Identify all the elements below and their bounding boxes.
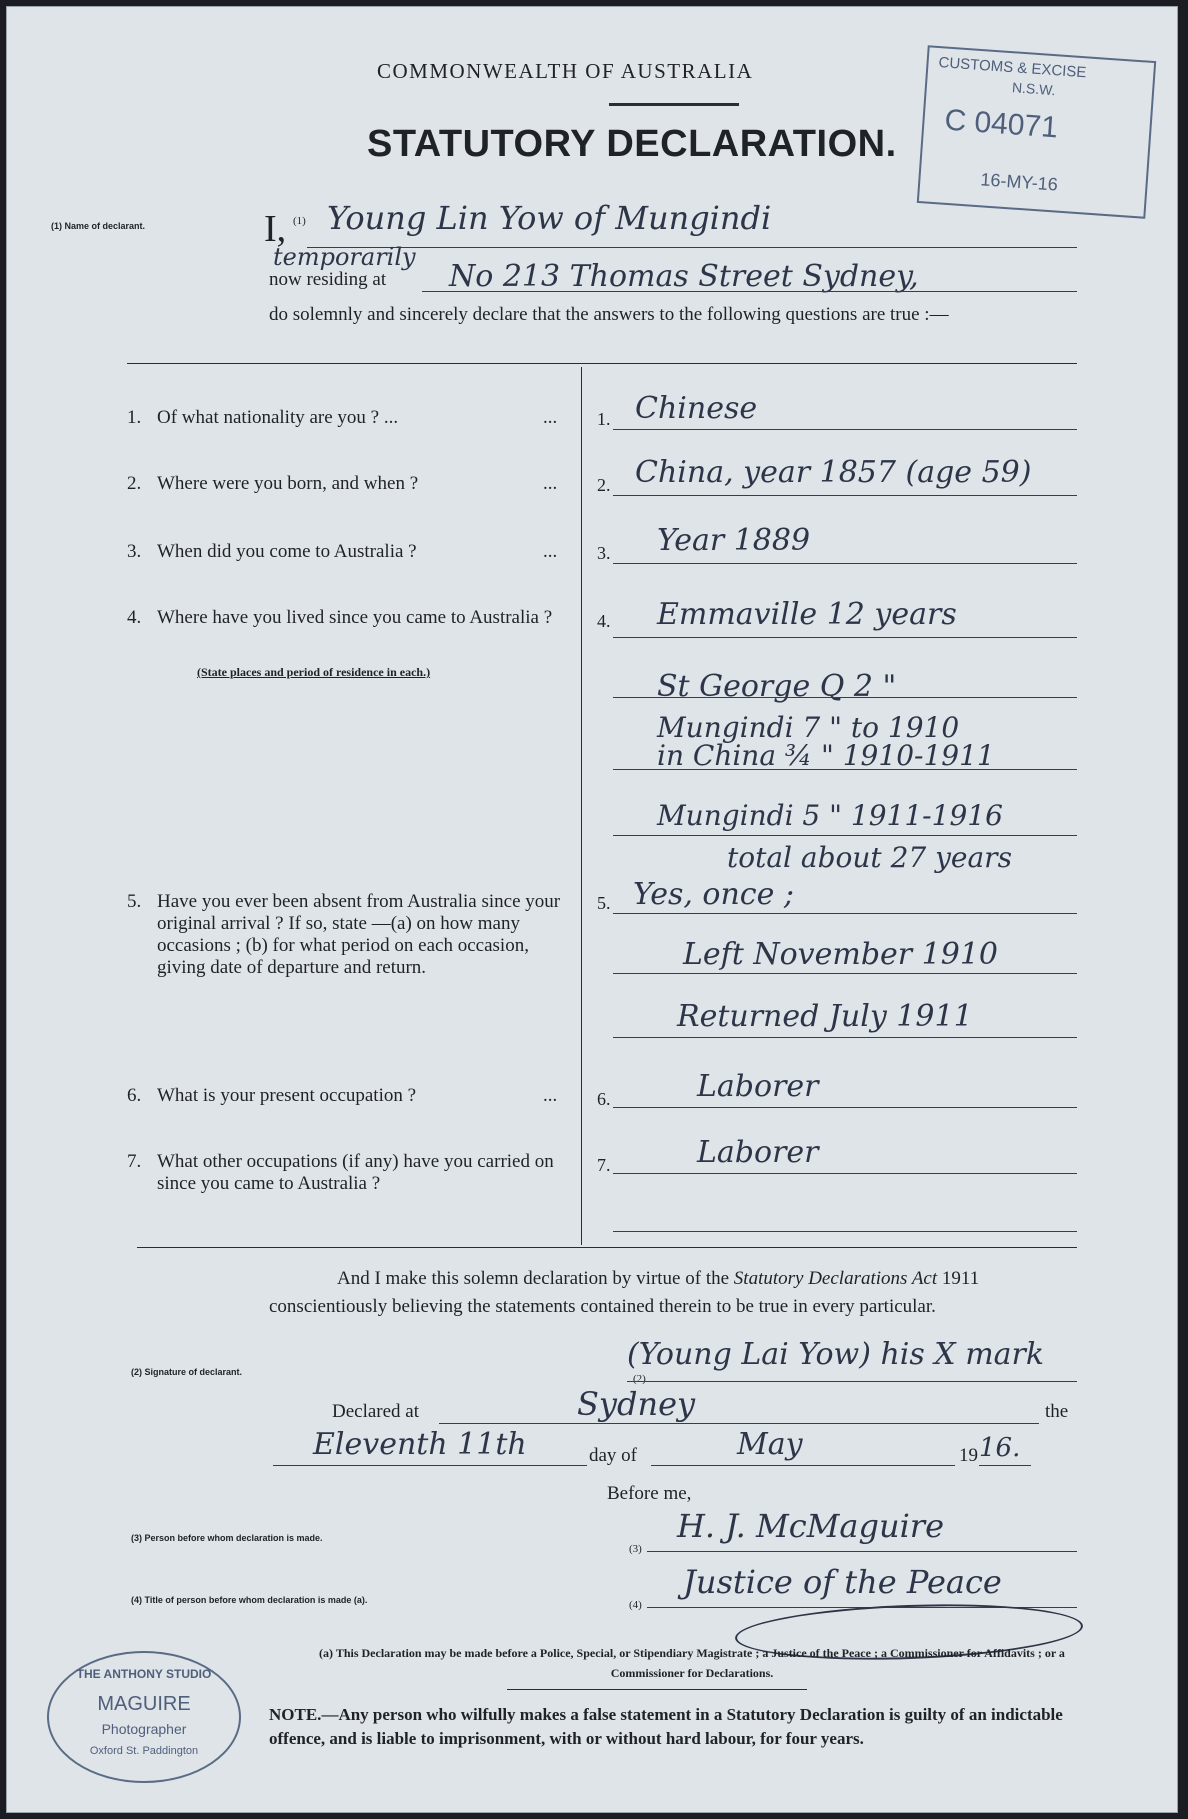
before-me-label: Before me, [607,1483,692,1504]
question-3: When did you come to Australia ? [157,541,417,562]
answer-1: Chinese [635,391,758,426]
margin-note-3: (3) Person before whom declaration is made. [131,1533,323,1543]
declared-at-label: Declared at [332,1401,420,1422]
absence-line: Returned July 1911 [677,999,973,1034]
margin-note-4: (4) Title of person before whom declaration is made (a). [131,1595,368,1605]
studio-stamp: THE ANTHONY STUDIO MAGUIRE Photographer Oxford St. Paddington [47,1651,241,1783]
i-label: I, [264,208,287,250]
residing-label: now residing at [269,269,387,290]
document-title: STATUTORY DECLARATION. [367,123,897,165]
witness-signature: H. J. McMaguire [677,1507,945,1545]
section-rule-bottom [137,1247,1077,1248]
declarant-address: No 213 Thomas Street Sydney, [449,259,919,294]
declared-day: Eleventh 11th [313,1427,527,1462]
margin-note-1: (1) Name of declarant. [51,221,146,231]
residence-line: in China ¾ " 1910-1911 [657,739,995,772]
residence-line: St George Q 2 " [657,669,897,704]
residence-line: Mungindi 7 " to 1910 [657,711,960,744]
temporarily-note: temporarily [273,243,416,271]
declare-text: do solemnly and sincerely declare that the answers to the following questions are true :— [269,304,949,325]
closing-statement: And I make this solemn declaration by virtue of the Statutory Declarations Act 1911 conscientiously believing the statements contained therein to be true in every particular. [269,1268,980,1317]
footnote-a: (a) This Declaration may be made before a Police, Special, or Stipendiary Magistrate ; a Justice of the Peace ; a Commissioner for Affidavits ; or a Commissioner for Declarations. [319,1646,1065,1680]
declarant-name: Young Lin Yow of Mungindi [327,199,772,237]
residence-line: Emmaville 12 years [657,597,957,632]
question-7: What other occupations (if any) have you carried on since you came to Australia ? [157,1151,554,1194]
warning-note: NOTE.—Any person who wilfully makes a false statement in a Statutory Declaration is guilty of an indictable offence, and is liable to imprisonment, with or without hard labour, for four years. [269,1705,1063,1748]
answer-3: Year 1889 [657,523,811,558]
column-divider [581,367,582,1245]
declarant-signature: (Young Lai Yow) his X mark [627,1337,1045,1372]
customs-stamp: CUSTOMS & EXCISE N.S.W. C 04071 16-MY-16 [917,45,1156,219]
footnote-divider [507,1689,807,1690]
margin-note-2: (2) Signature of declarant. [131,1367,243,1377]
question-6: What is your present occupation ? [157,1085,417,1106]
question-1: Of what nationality are you ? ... [157,407,399,428]
declaration-page: COMMONWEALTH OF AUSTRALIA STATUTORY DECLARATION. CUSTOMS & EXCISE N.S.W. C 04071 16-MY-16 (1) Name of declarant. I, (1) Young Lin Yow of Mungindi temporarily now residing at No 213 Thomas Street Sydney, do solemnly and sincerely declare that the answers to the following questions are true :— 1. Of what nationality are you ? ... ... 1. Chinese 2. Where were you born, and when ? ... 2. China, year 1857 (age 59) 3. When did you come to Australia ? ... 3. Year 1889 4. Where have you lived since you came to Australia ? (State places and period of residence in each.) 4. Emmaville 12 years St George Q 2 " Mungindi 7 " to 1910 in China ¾ " 1910-1911 Mungindi 5 " 1911-1916 total about 27 years 5. Have you ever been absent from Australia since your original arrival ? If so, state —(a) on how many occasions ; (b) for what period on each occasion, giving date of departure and return. 5. Yes, once ; Left November 1910 Returned July 1911 6. What is your present occupation ? ... 6. Laborer 7. What other occupations (if any) have you carried on since you came to Australia ? 7. Laborer And I make this solemn declaration by virtue of the Statutory Declarations Act 1911 conscientiously believing the statements contained therein to be true in every particular. (2) Signature of declarant. (2) (Young Lai Yow) his X mark Declared at Sydney the Eleventh 11th day of May 19 16. Before me, (3) Person before whom declaration is made. (3) H. J. McMaguire (4) Title of person before whom declaration is made (a). (4) Justice of the Peace (a) This Declaration may be made before a Police, Special, or Stipendiary Magistrate ; a Justice of the Peace ; a Commissioner for Affidavits ; or a Commissioner for Declarations. NOTE.—Any person who wilfully makes a false statement in a Statutory Declaration is guilty of an indictable offence, and is liable to imprisonment, with or without hard labour, for four years. THE ANTHONY STUDIO MAGUIRE Photographer Oxford St. Paddington [6,6,1178,1813]
absence-line: Left November 1910 [683,937,999,972]
question-5: Have you ever been absent from Australia since your original arrival ? If so, state —(a) on how many occasions ; (b) for what period on each occasion, giving date of departure and return. [157,891,561,978]
question-2: Where were you born, and when ? [157,473,419,494]
question-4-note: (State places and period of residence in each.) [197,665,431,679]
question-4: Where have you lived since you came to Australia ? [157,607,553,628]
declared-year: 16. [979,1433,1021,1463]
answer-2: China, year 1857 (age 59) [635,455,1032,490]
declared-place: Sydney [577,1385,696,1423]
witness-title: Justice of the Peace [683,1563,1002,1601]
answer-7: Laborer [697,1135,819,1170]
country-heading: COMMONWEALTH OF AUSTRALIA [377,59,754,83]
declared-month: May [737,1427,803,1462]
section-rule-top [127,363,1077,364]
residence-line: Mungindi 5 " 1911-1916 [657,799,1003,832]
answer-6: Laborer [697,1069,819,1104]
heading-divider [609,103,739,106]
absence-line: Yes, once ; [633,877,795,912]
residence-total: total about 27 years [727,841,1012,874]
